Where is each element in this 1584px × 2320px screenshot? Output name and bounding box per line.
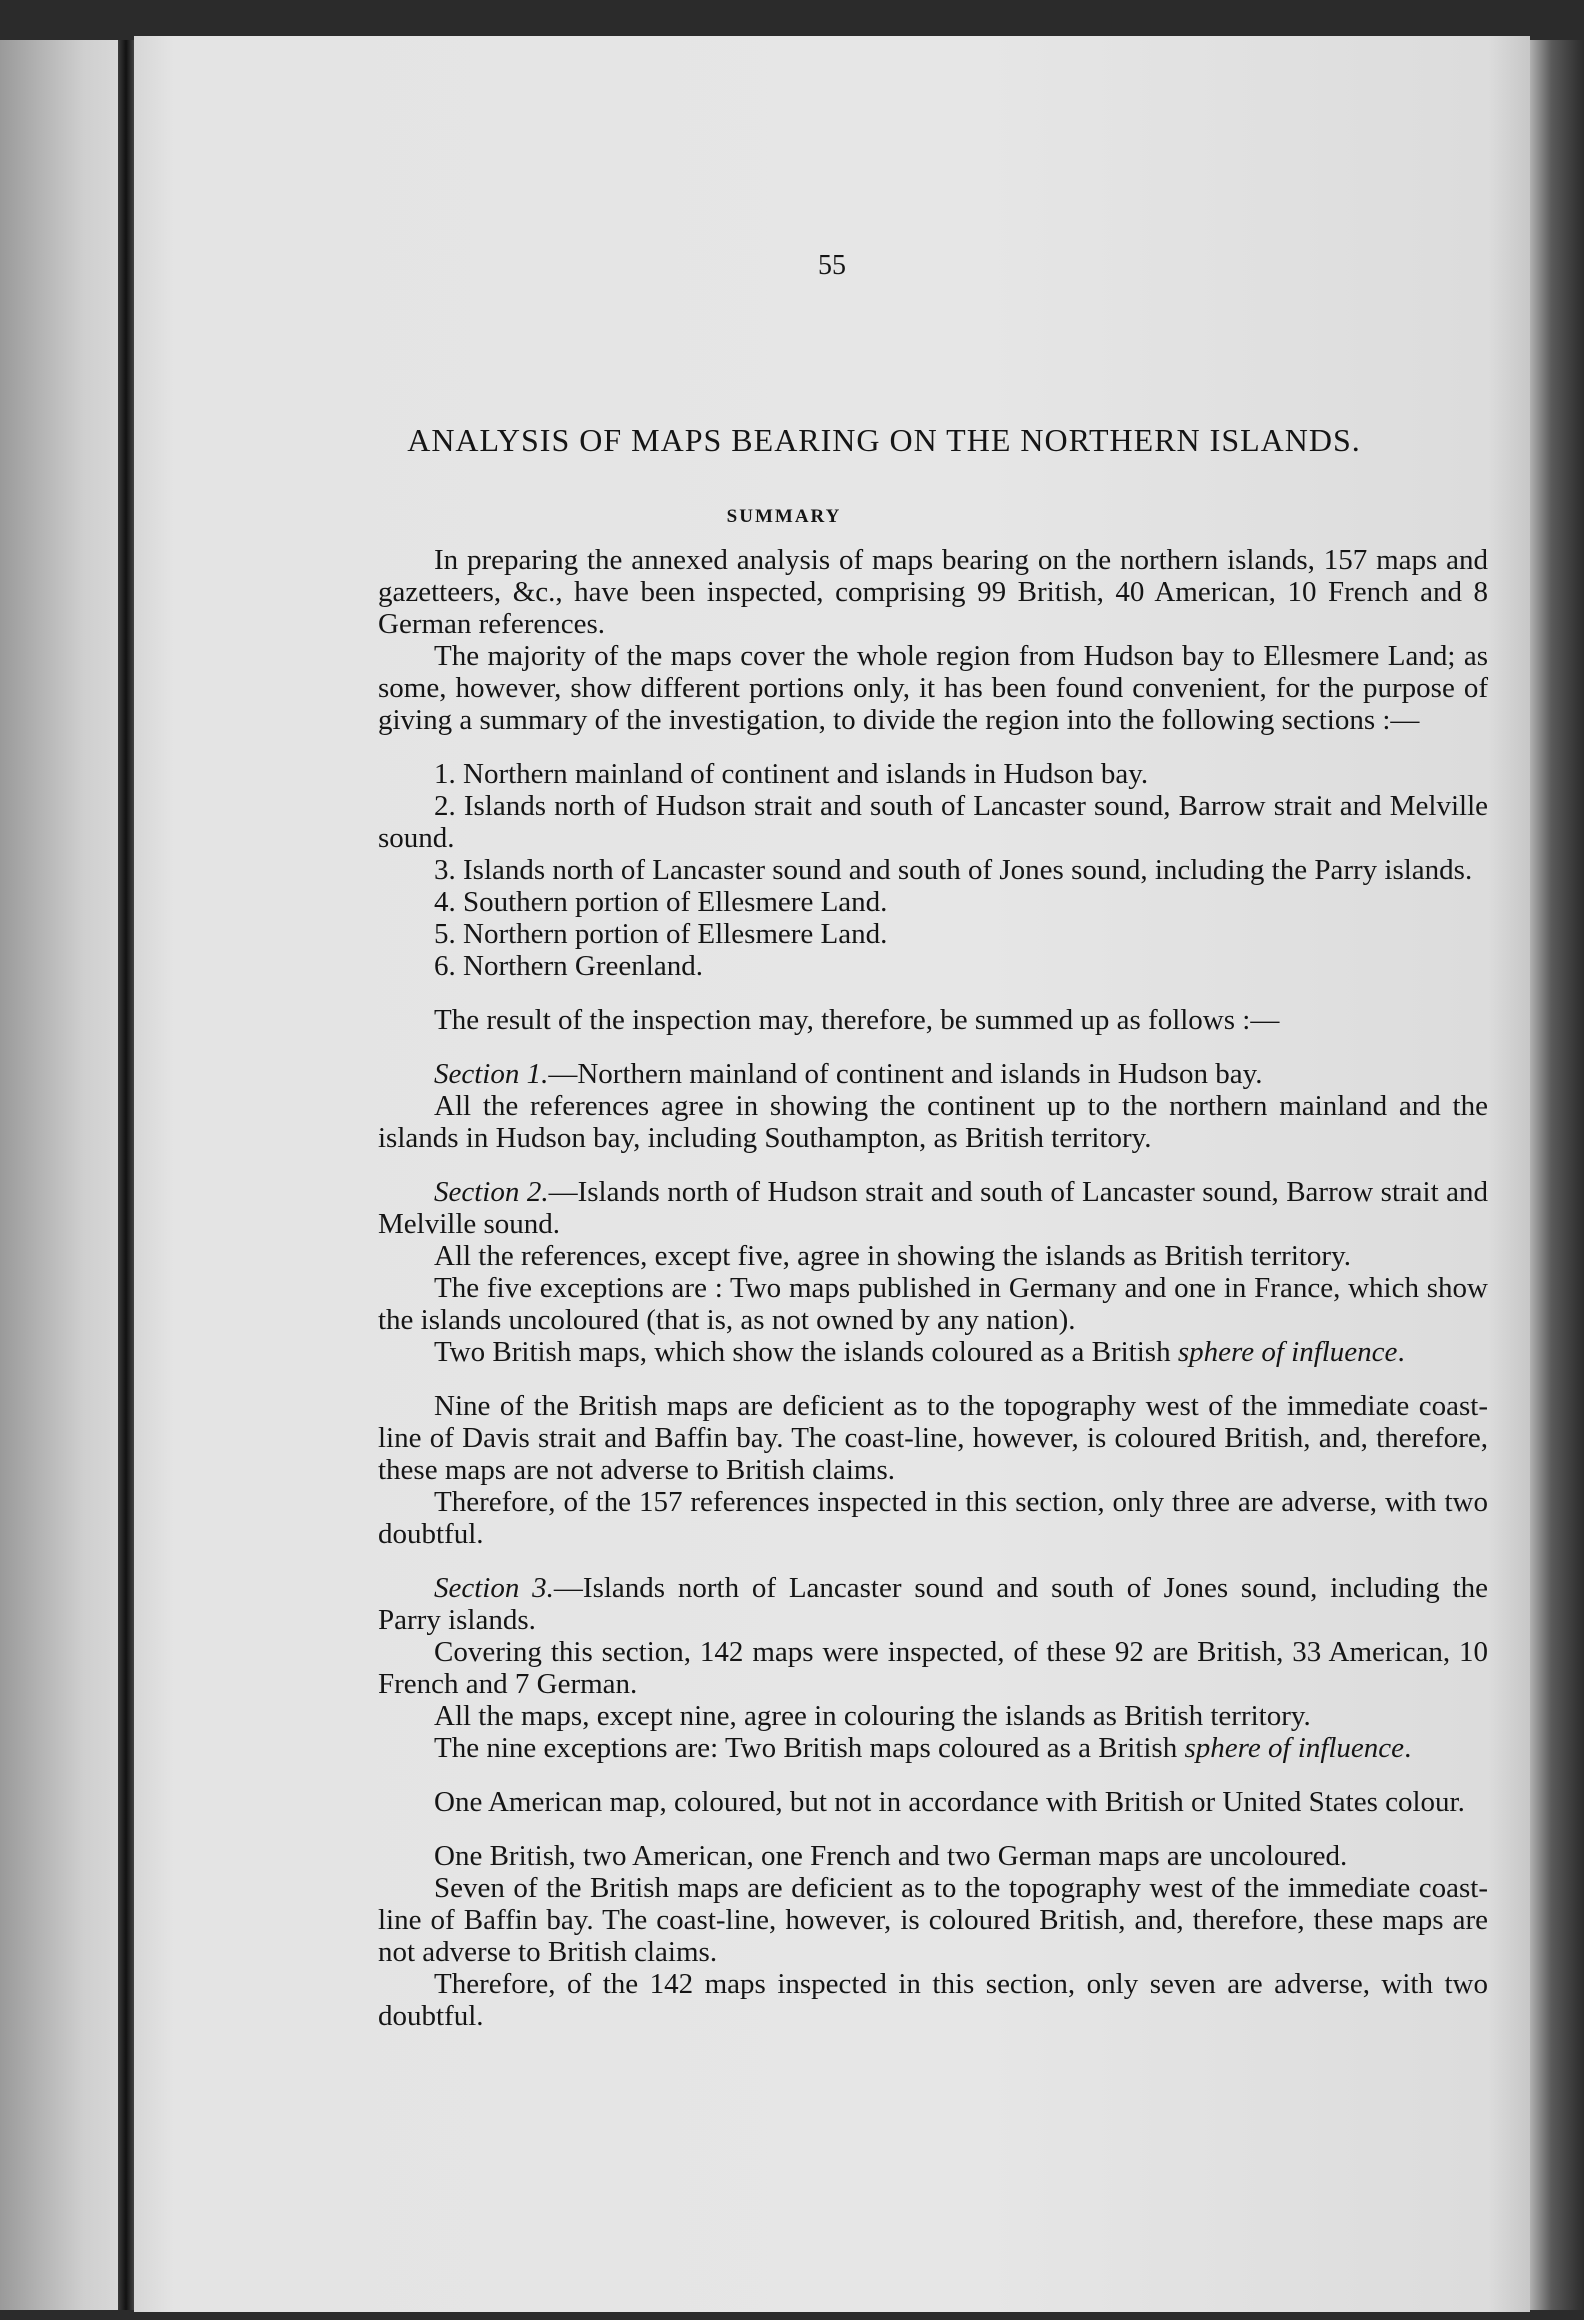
intro-paragraph-1: In preparing the annexed analysis of maps bearing on the northern islands, 157 maps and gazetteers, &c., have been inspected, comprising 99 British, 40 American, 10 French and 8 German references. bbox=[378, 544, 1488, 640]
document-page bbox=[134, 36, 1530, 2312]
page-title: ANALYSIS OF MAPS BEARING ON THE NORTHERN ISLANDS. bbox=[407, 422, 1361, 458]
section-3-p3-end: . bbox=[1404, 1732, 1412, 1764]
section-2-heading bbox=[378, 1176, 1488, 1240]
section-2-paragraph-2: The five exceptions are : Two maps published in Germany and one in France, which show the islands uncoloured (that is, as not owned by any nation). bbox=[378, 1272, 1488, 1336]
section-1-heading bbox=[378, 1058, 1488, 1090]
section-list-item-4: 4. Southern portion of Ellesmere Land. bbox=[434, 886, 888, 918]
section-list-item-1: 1. Northern mainland of continent and islands in Hudson bay. bbox=[434, 758, 1149, 790]
section-3-paragraph-1: Covering this section, 142 maps were inspected, of these 92 are British, 33 American, 10 French and 7 German. bbox=[378, 1636, 1488, 1700]
section-1-title: —Northern mainland of continent and islands in Hudson bay. bbox=[548, 1058, 1263, 1090]
section-3-paragraph-5: One British, two American, one French and two German maps are uncoloured. bbox=[434, 1840, 1348, 1872]
section-2-label: Section 2. bbox=[434, 1176, 549, 1208]
section-3-p3-text: The nine exceptions are: Two British maps coloured as a British bbox=[434, 1732, 1185, 1764]
result-intro: The result of the inspection may, therefore, be summed up as follows :— bbox=[434, 1004, 1280, 1036]
section-2-paragraph-3 bbox=[378, 1336, 1488, 1368]
page-edge-shadow bbox=[1530, 40, 1584, 2310]
section-3-label: Section 3. bbox=[434, 1572, 554, 1604]
section-list-item-6: 6. Northern Greenland. bbox=[434, 950, 703, 982]
section-3-p3-emphasis: sphere of influence bbox=[1184, 1732, 1405, 1764]
intro-paragraph-2: The majority of the maps cover the whole region from Hudson bay to Ellesmere Land; as some, however, show different portions only, it has been found convenient, for the purpose of giving a summary of the investigation, to divide the region into the following sections :— bbox=[378, 640, 1488, 736]
summary-heading: SUMMARY bbox=[726, 506, 842, 527]
section-2-p3-end: . bbox=[1397, 1336, 1405, 1368]
section-2-paragraph-4: Nine of the British maps are deficient as to the topography west of the immediate coast-line of Davis strait and Baffin bay. The coast-line, however, is coloured British, and, therefore, these maps are not adverse to British claims. bbox=[378, 1390, 1488, 1486]
section-2-p3-emphasis: sphere of influence bbox=[1177, 1336, 1398, 1368]
section-1-paragraph: All the references agree in showing the continent up to the northern mainland and the islands in Hudson bay, including Southampton, as British territory. bbox=[378, 1090, 1488, 1154]
section-2-title: —Islands north of Hudson strait and south of Lancaster sound, Barrow strait and Melville sound. bbox=[378, 1176, 1488, 1240]
section-3-paragraph-7: Therefore, of the 142 maps inspected in this section, only seven are adverse, with two doubtful. bbox=[378, 1968, 1488, 2032]
section-3-paragraph-2: All the maps, except nine, agree in colouring the islands as British territory. bbox=[434, 1700, 1311, 1732]
section-list-item-3: 3. Islands north of Lancaster sound and south of Jones sound, including the Parry islands. bbox=[434, 854, 1473, 886]
facing-page-edge bbox=[0, 40, 120, 2310]
section-list-item-2: 2. Islands north of Hudson strait and south of Lancaster sound, Barrow strait and Melville sound. bbox=[378, 790, 1488, 854]
book-gutter bbox=[118, 40, 134, 2310]
section-2-paragraph-5: Therefore, of the 157 references inspected in this section, only three are adverse, with two doubtful. bbox=[378, 1486, 1488, 1550]
section-3-paragraph-6: Seven of the British maps are deficient as to the topography west of the immediate coast-line of Baffin bay. The coast-line, however, is coloured British, and, therefore, these maps are not adverse to British claims. bbox=[378, 1872, 1488, 1968]
body-text bbox=[378, 544, 1488, 2032]
section-1-label: Section 1. bbox=[434, 1058, 549, 1090]
section-3-paragraph-3 bbox=[378, 1732, 1488, 1764]
section-2-p3-text: Two British maps, which show the islands coloured as a British bbox=[434, 1336, 1178, 1368]
page-number: 55 bbox=[818, 250, 846, 281]
section-3-title: —Islands north of Lancaster sound and south of Jones sound, including the Parry islands. bbox=[378, 1572, 1488, 1636]
section-3-paragraph-4: One American map, coloured, but not in accordance with British or United States colour. bbox=[434, 1786, 1465, 1818]
section-3-heading bbox=[378, 1572, 1488, 1636]
section-2-paragraph-1: All the references, except five, agree in showing the islands as British territory. bbox=[434, 1240, 1351, 1272]
section-list-item-5: 5. Northern portion of Ellesmere Land. bbox=[434, 918, 888, 950]
